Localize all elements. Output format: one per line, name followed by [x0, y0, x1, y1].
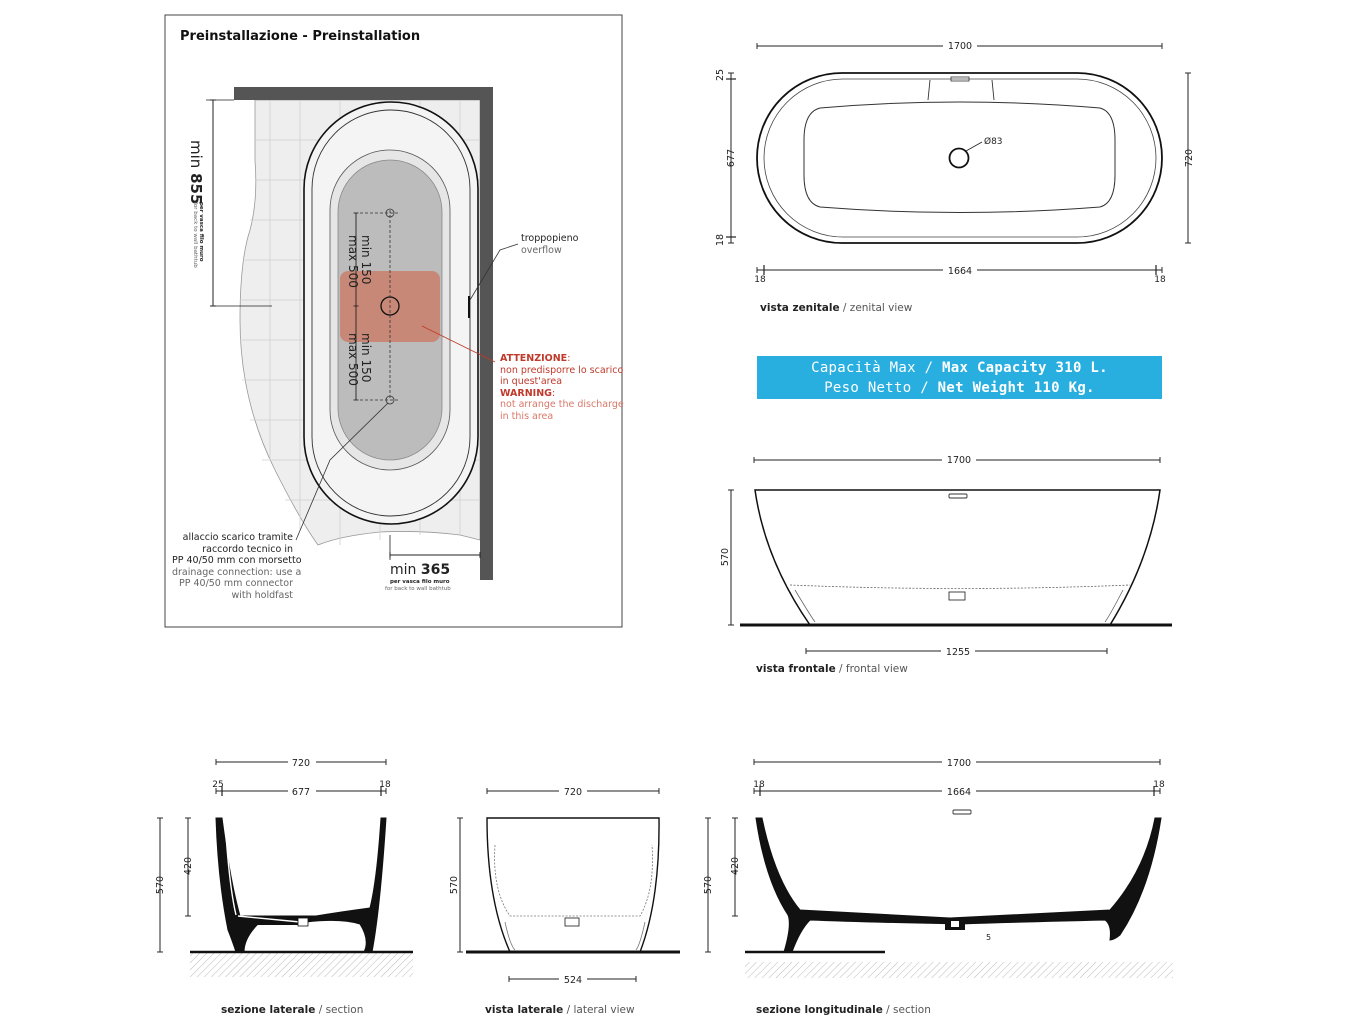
- svg-text:524: 524: [563, 975, 583, 986]
- svg-text:420: 420: [183, 856, 194, 876]
- svg-text:5: 5: [986, 933, 992, 942]
- svg-text:720: 720: [291, 758, 311, 769]
- zenital-view: [715, 40, 1195, 285]
- svg-text:570: 570: [449, 875, 460, 895]
- attention-warning-note: ATTENZIONE: non predisporre lo scarico in quest'area WARNING: not arrange the discharge in this area: [500, 353, 624, 422]
- dim-min150-max500-a: [346, 235, 373, 288]
- svg-text:18: 18: [379, 780, 391, 790]
- longitudinal-section-shell: [756, 818, 1161, 952]
- svg-text:18: 18: [1153, 780, 1165, 790]
- drain-connection-note: allaccio scarico tramite raccordo tecnico in PP 40/50 mm con morsetto drainage connection: use a PP 40/50 mm connector with holdfast: [172, 532, 302, 601]
- lateral-section: [155, 756, 413, 977]
- svg-text:1255: 1255: [945, 647, 971, 658]
- lateral-section-shell: [216, 818, 386, 952]
- svg-text:720: 720: [1184, 148, 1195, 168]
- svg-text:per vasca filo muro: per vasca filo muro: [390, 579, 450, 585]
- svg-text:18: 18: [1154, 275, 1166, 285]
- svg-text:1700: 1700: [946, 758, 972, 769]
- svg-text:570: 570: [155, 875, 166, 895]
- svg-text:max 500: max 500: [346, 333, 360, 386]
- svg-text:for back to wall bathtub: for back to wall bathtub: [385, 586, 451, 592]
- preinstall-title: Preinstallazione - Preinstallation: [180, 29, 421, 44]
- side-wall: [480, 87, 493, 580]
- svg-text:1700: 1700: [946, 455, 972, 466]
- svg-text:Ø83: Ø83: [984, 137, 1003, 147]
- lateral-view: [449, 785, 680, 986]
- svg-text:min 855: min 855: [187, 140, 205, 205]
- tub-front-body: [755, 490, 1160, 625]
- caption-lateral: vista laterale / lateral view: [485, 1004, 635, 1016]
- dim-min-365: min 365: [390, 562, 451, 578]
- svg-text:1664: 1664: [946, 787, 972, 798]
- svg-text:max 500: max 500: [346, 235, 360, 288]
- svg-text:677: 677: [291, 787, 311, 798]
- tub-lateral-body: [487, 818, 659, 952]
- svg-text:570: 570: [703, 875, 714, 895]
- svg-text:1700: 1700: [947, 41, 973, 52]
- svg-text:25: 25: [212, 780, 224, 790]
- svg-text:1664: 1664: [947, 266, 973, 277]
- caption-frontal: vista frontale / frontal view: [756, 663, 908, 675]
- frontal-view: [720, 454, 1172, 658]
- caption-zenital: vista zenitale / zenital view: [760, 302, 913, 314]
- svg-text:18: 18: [715, 233, 726, 247]
- svg-text:per vasca filo muro: per vasca filo muro: [198, 202, 204, 262]
- svg-text:for back to wall bathtub: for back to wall bathtub: [192, 202, 198, 268]
- svg-text:420: 420: [730, 856, 741, 876]
- svg-text:720: 720: [563, 787, 583, 798]
- longitudinal-section: [703, 756, 1173, 978]
- svg-text:18: 18: [754, 275, 766, 285]
- svg-text:570: 570: [720, 547, 731, 567]
- caption-section-lateral: sezione laterale / section: [221, 1004, 364, 1016]
- svg-text:25: 25: [715, 68, 726, 82]
- svg-text:18: 18: [753, 780, 765, 790]
- svg-text:min 150: min 150: [359, 235, 373, 285]
- dim-min150-max500-b: [346, 333, 373, 386]
- svg-text:677: 677: [726, 148, 737, 168]
- overflow-label: troppopieno overflow: [521, 233, 579, 256]
- capacity-box: Capacità Max / Max Capacity 310 L. Peso Netto / Net Weight 110 Kg.: [757, 356, 1162, 399]
- svg-text:min 150: min 150: [359, 333, 373, 383]
- back-wall: [234, 87, 493, 100]
- caption-section-longitudinal: sezione longitudinale / section: [756, 1004, 931, 1016]
- tub-top-outer: [757, 73, 1162, 243]
